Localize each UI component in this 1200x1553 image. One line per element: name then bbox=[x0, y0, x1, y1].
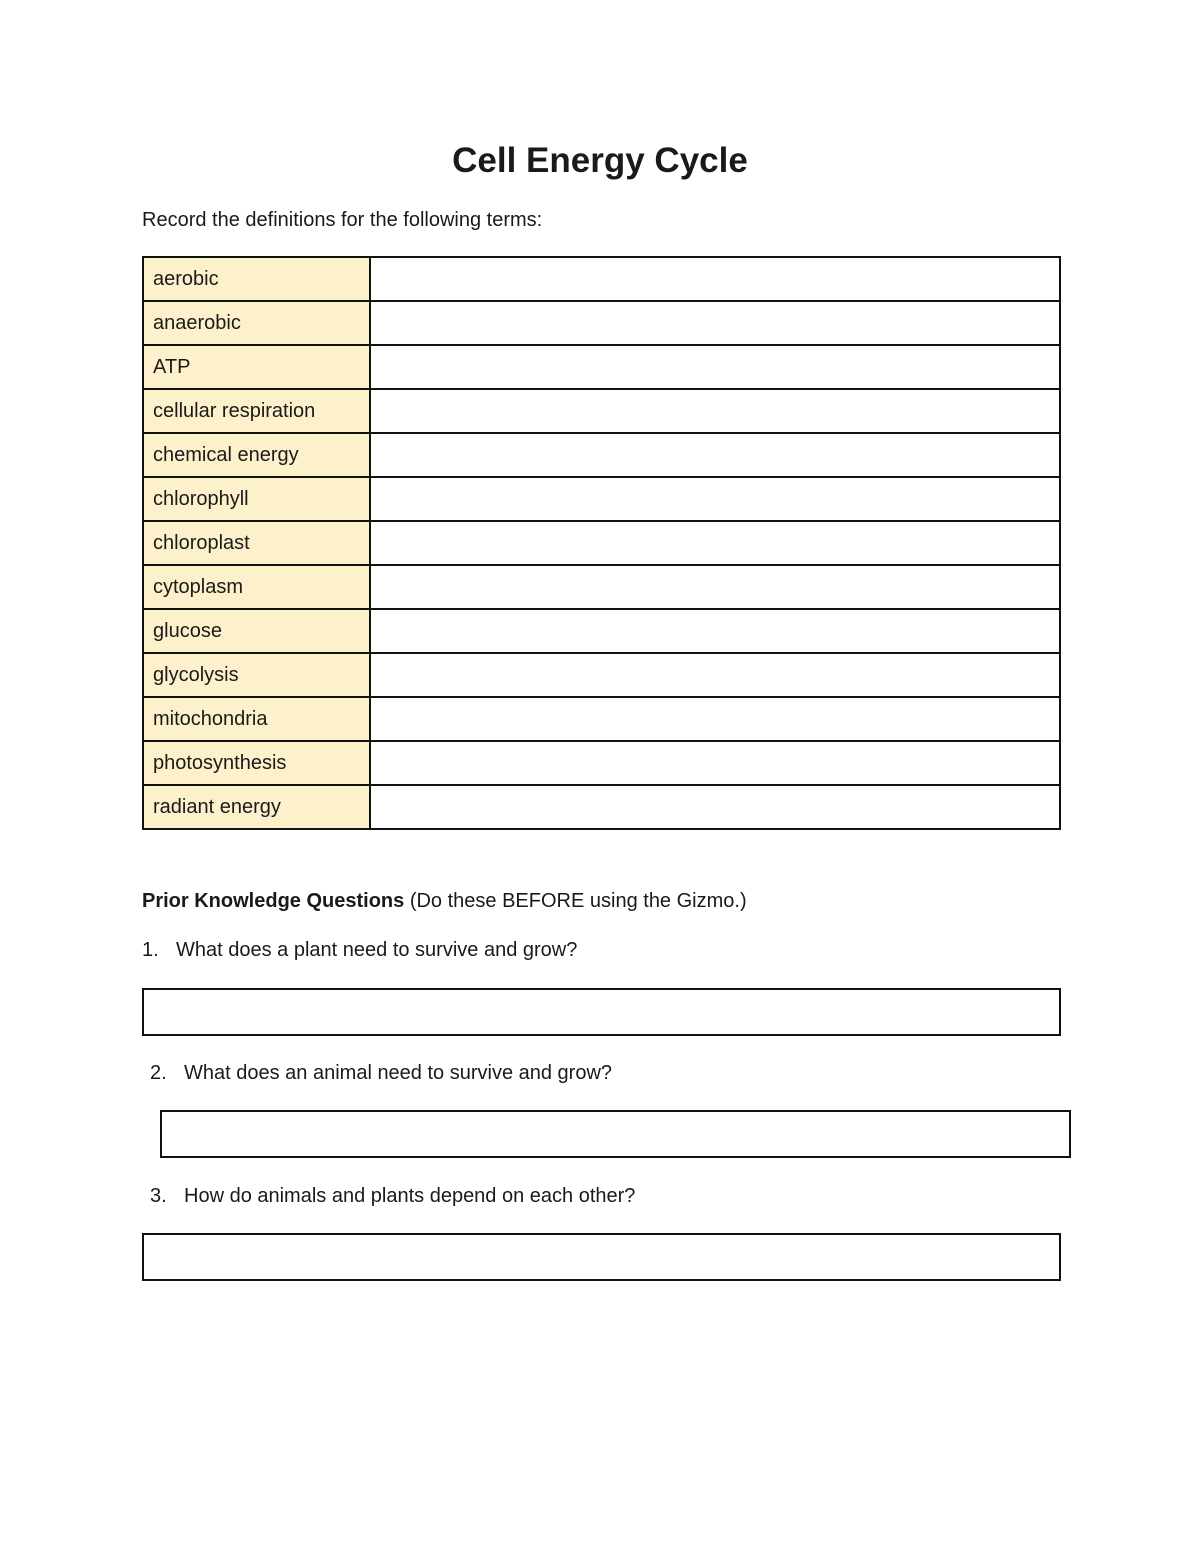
question-text: What does a plant need to survive and grow? bbox=[176, 939, 578, 961]
term-cell: glycolysis bbox=[143, 653, 370, 697]
prior-knowledge-heading bbox=[142, 888, 747, 914]
definition-field[interactable] bbox=[370, 741, 1060, 785]
term-cell: aerobic bbox=[143, 257, 370, 301]
term-cell: chemical energy bbox=[143, 433, 370, 477]
term-cell: radiant energy bbox=[143, 785, 370, 829]
definition-field[interactable] bbox=[370, 785, 1060, 829]
question-number: 1. bbox=[142, 939, 159, 961]
page-title: Cell Energy Cycle bbox=[452, 141, 748, 180]
section-heading-note: (Do these BEFORE using the Gizmo.) bbox=[409, 890, 747, 912]
question-text: What does an animal need to survive and grow? bbox=[184, 1062, 613, 1084]
term-cell: photosynthesis bbox=[143, 741, 370, 785]
table-row bbox=[143, 697, 1060, 741]
term-cell: ATP bbox=[143, 345, 370, 389]
table-row bbox=[143, 521, 1060, 565]
answer-field-2[interactable] bbox=[160, 1110, 1071, 1158]
table-row bbox=[143, 653, 1060, 697]
table-row bbox=[143, 257, 1060, 301]
definition-field[interactable] bbox=[370, 521, 1060, 565]
table-row bbox=[143, 741, 1060, 785]
table-row bbox=[143, 433, 1060, 477]
definition-field[interactable] bbox=[370, 565, 1060, 609]
question-text: How do animals and plants depend on each other? bbox=[184, 1185, 636, 1207]
question-number: 2. bbox=[150, 1062, 167, 1084]
table-row bbox=[143, 565, 1060, 609]
answer-field-3[interactable] bbox=[142, 1233, 1061, 1281]
table-row bbox=[143, 477, 1060, 521]
definition-field[interactable] bbox=[370, 477, 1060, 521]
instructions-text: Record the definitions for the following terms: bbox=[142, 209, 543, 231]
definition-field[interactable] bbox=[370, 653, 1060, 697]
definition-field[interactable] bbox=[370, 609, 1060, 653]
term-cell: chloroplast bbox=[143, 521, 370, 565]
table-row bbox=[143, 785, 1060, 829]
term-cell: anaerobic bbox=[143, 301, 370, 345]
question-number: 3. bbox=[150, 1185, 167, 1207]
definition-field[interactable] bbox=[370, 257, 1060, 301]
term-cell: mitochondria bbox=[143, 697, 370, 741]
definition-field[interactable] bbox=[370, 389, 1060, 433]
table-row bbox=[143, 345, 1060, 389]
question-3 bbox=[150, 1183, 635, 1209]
table-row bbox=[143, 301, 1060, 345]
table-row bbox=[143, 389, 1060, 433]
term-cell: glucose bbox=[143, 609, 370, 653]
definition-field[interactable] bbox=[370, 433, 1060, 477]
answer-field-1[interactable] bbox=[142, 988, 1061, 1036]
table-row bbox=[143, 609, 1060, 653]
term-cell: cytoplasm bbox=[143, 565, 370, 609]
definition-field[interactable] bbox=[370, 301, 1060, 345]
definition-field[interactable] bbox=[370, 345, 1060, 389]
term-cell: cellular respiration bbox=[143, 389, 370, 433]
question-2 bbox=[150, 1060, 612, 1086]
question-1 bbox=[142, 937, 577, 963]
section-heading-bold: Prior Knowledge Questions bbox=[142, 890, 405, 912]
term-cell: chlorophyll bbox=[143, 477, 370, 521]
vocabulary-table bbox=[142, 256, 1061, 830]
definition-field[interactable] bbox=[370, 697, 1060, 741]
